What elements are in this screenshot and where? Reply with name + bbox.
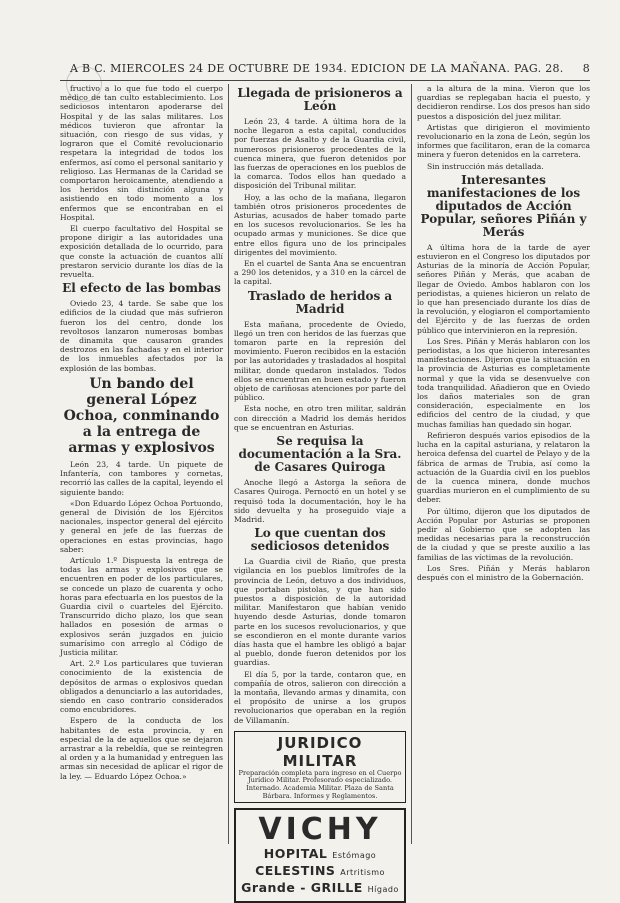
column-2 (234, 84, 406, 896)
article-text: León 23, 4 tarde. Un piquete de Infantería, con tambores y cornetas, recorrió las calles de la capital, leyendo el siguiente bando: (60, 459, 223, 497)
article-text: La Guardia civil de Riaño, que presta vigilancia en los pueblos limítrofes de la provincia de León, detuvo a dos individuos, que portaban pistolas, y que han sido puestos a disposición de la autoridad militar. Manifestaron que habían venido huyendo desde Asturias, donde tomaron parte en los sucesos revolucionarios, y que se escondieron en el monte durante varios días hasta que el hambre les obligó a bajar al pueblo, donde fueron detenidos por los guardias. (234, 557, 406, 668)
column-3 (417, 84, 590, 844)
headline-bando: Un bando del general López Ochoa, conminando a la entrega de armas y explosivos (63, 375, 220, 456)
article-text: «Don Eduardo López Ochoa Portuondo, general de División de los Ejércitos nacionales, inspector general del ejército y general en jefe de las fuerzas de operaciones en estas provincias, hago saber: (60, 498, 223, 554)
article-text: A última hora de la tarde de ayer estuvieron en el Congreso los diputados por Asturias de la minoría de Acción Popular, señores Piñán y Merás, que acaban de llegar de Oviedo. Ambos hablaron con los periodistas, a quienes hicieron un relato de lo que han presenciado durante los días de la revolución, y elogiaron el comportamiento del Ejército y de las fuerzas de orden público que intervinieron en la represión. (417, 242, 590, 335)
article-text: Hoy, a las ocho de la mañana, llegaron también otros prisioneros procedentes de Asturias, acusados de haber tomado parte en los sucesos revolucionarios. Se les ha ocupado armas y municiones. Se dice que entre ellos figura uno de los principales dirigentes del movimiento. (234, 192, 406, 257)
article-text: Refirieron después varios episodios de la lucha en la capital asturiana, y relataron la heroica defensa del cuartel de Pelayo y de la fábrica de armas de Trubia, así como la actuación de la Guardia civil en los pueblos de la cuenca minera, donde muchos guardias murieron en el cumplimiento de su deber. (417, 430, 590, 505)
article-text: Esta noche, en otro tren militar, saldrán con dirección a Madrid los demás heridos que se encuentran en Asturias. (234, 404, 406, 432)
headline-sediciosos: Lo que cuentan dos sediciosos detenidos (250, 526, 390, 554)
ad-body: Preparación completa para ingreso en el Cuerpo Jurídico Militar. Profesorado especializado. Internado. Academia Militar. Plaza de Santa Bárbara. Informes y Reglamentos. (238, 768, 402, 800)
header-rule (60, 80, 590, 81)
article-text: Por último, dijeron que los diputados de Acción Popular por Asturias se proponen pedir al Gobierno que se adopten las medidas necesarias para la reconstrucción de la ciudad y que se preste auxilio a las familias de las víctimas de la revolución. (417, 506, 590, 562)
headline-diputados: Interesantes manifestaciones de los diputados de Acción Popular, señores Piñán y Merás (420, 172, 587, 239)
article-text: a la altura de la mina. Vieron que los guardias se replegaban hacia el puesto, y decidieron rendirse. Los dos presos han sido puestos a disposición del juez militar. (417, 84, 590, 121)
article-text: Oviedo 23, 4 tarde. Se sabe que los edificios de la ciudad que más sufrieron fueron los del centro, donde los revoltosos lanzaron numerosas bombas de dinamita que causaron grandes destrozos en las fachadas y en el interior de los inmuebles afectados por la explosión de las bombas. (60, 299, 223, 373)
ad-vichy (234, 808, 406, 903)
ad-line: Grande - GRILLE Hígado (241, 880, 399, 896)
ad-line: HOPITAL Estómago (263, 846, 377, 862)
article-text: Los Sres. Piñán y Merás hablaron después con el ministro de la Gobernación. (417, 563, 590, 582)
page-number: 8 (582, 62, 590, 75)
article-text: fructivo a lo que fue todo el cuerpo médico de tan culto establecimiento. Los sediciosos intentaron apoderarse del Hospital y de las salas militares. Los médicos tuvieron que afrontar la situación, con riesgo de sus vidas, y lograron que el Comité revolucionario respetara la integridad de todos los enfermos, así como el personal sanitario y religioso. Las Hermanas de la Caridad se comportaron heroicamente, atendiendo a los heridos sin distinción alguna y asistiendo en todo momento a los enfermos que se encontraban en el Hospital. (60, 84, 223, 222)
ad-brand: VICHY (258, 812, 382, 848)
article-text: Art. 2.º Los particulares que tuvieran conocimiento de la existencia de depósitos de armas o explosivos quedan obligados a denunciarlo a las autoridades, siendo en caso contrario considerados como encubridores. (60, 659, 224, 715)
article-text: Anoche llegó a Astorga la señora de Casares Quiroga. Pernoctó en un hotel y se requisó toda la documentación, hoy le ha sido devuelta y ha proseguido viaje a Madrid. (234, 478, 406, 524)
headline-bombas: El efecto de las bombas (62, 281, 221, 296)
column-divider-1 (228, 84, 229, 844)
headline-heridos: Traslado de heridos a Madrid (247, 288, 393, 316)
article-text: Artículo 1.º Dispuesta la entrega de todas las armas y explosivos que se encuentren en poder de los particulares, se concede un plazo de cuarenta y ocho horas para efectuarla en los puestos de la Guardia civil o cuarteles del Ejército. Transcurrido dicho plazo, los que sean hallados en posesión de armas o explosivos serán juzgados en juicio sumarísimo con arreglo al Código de Justicia militar. (60, 555, 223, 657)
article-text: Artistas que dirigieron el movimiento revolucionario en la zona de León, según los informes que facilitaron, eran de la comarca minera y fueron detenidos en la carretera. (417, 122, 590, 160)
article-text: Espero de la conducta de los habitantes de esta provincia, y en especial de la de aquellos que se dejaron arrastrar a la rebeldía, que se reintegren al orden y a la humanidad y entreguen las armas sin necesidad de aplicar el rigor de la ley. — Eduardo López Ochoa.» (60, 716, 223, 781)
headline-prisioneros: Llegada de prisioneros a León (237, 86, 403, 113)
article-text: Esta mañana, procedente de Oviedo, llegó un tren con heridos de las fuerzas que tomaron parte en la represión del movimiento. Fueron recibidos en la estación por las autoridades y trasladados al hospital militar, donde quedaron instalados. Todos ellos se encuentran en buen estado y fueron objeto de cariñosas atenciones por parte del público. (234, 319, 406, 403)
ad-line: CELESTINS Artritismo (255, 863, 385, 879)
page-header (70, 62, 590, 78)
column-1 (60, 84, 223, 844)
article-text: El cuerpo facultativo del Hospital se propone dirigir a las autoridades una exposición detallada de lo ocurrido, para que conste la actuación de cuantos allí prestaron servicio durante los días de la revuelta. (60, 224, 223, 280)
article-text: León 23, 4 tarde. A última hora de la noche llegaron a esta capital, conducidos por fuerzas de Asalto y de la Guardia civil, numerosos prisioneros procedentes de la cuenca minera, que fueron detenidos por las fuerzas de operaciones en los pueblos de la comarca. Todos ellos han quedado a disposición del Tribunal militar. (234, 117, 406, 191)
header-title: A B C. MIERCOLES 24 DE OCTUBRE DE 1934. EDICION DE LA MAÑANA. PAG. 28. (70, 62, 564, 75)
article-text: En el cuartel de Santa Ana se encuentran a 290 los detenidos, y a 310 en la cárcel de la capital. (234, 259, 406, 287)
article-text: Los Sres. Piñán y Merás hablaron con los periodistas, a los que hicieron interesantes manifestaciones. Dijeron que la situación en la provincia de Asturias es completamente normal y que la vida se desenvuelve con toda tranquilidad. Añadieron que en Oviedo los daños materiales son de gran consideración, especialmente en los edificios del centro de la ciudad, y que muchas familias han quedado sin hogar. (417, 336, 590, 429)
article-text: El día 5, por la tarde, contaron que, en compañía de otros, salieron con dirección a la montaña, llevando armas y dinamita, con el propósito de unirse a los grupos revolucionarios que operaban en la región de Villamanín. (234, 669, 406, 725)
column-divider-2 (411, 84, 412, 844)
ad-title: JURIDICO MILITAR (277, 733, 363, 770)
headline-casares: Se requisa la documentación a la Sra. de Casares Quiroga (238, 434, 402, 475)
article-text: Sin instrucción más detallada. (427, 161, 544, 171)
ad-juridico-militar (234, 731, 406, 803)
